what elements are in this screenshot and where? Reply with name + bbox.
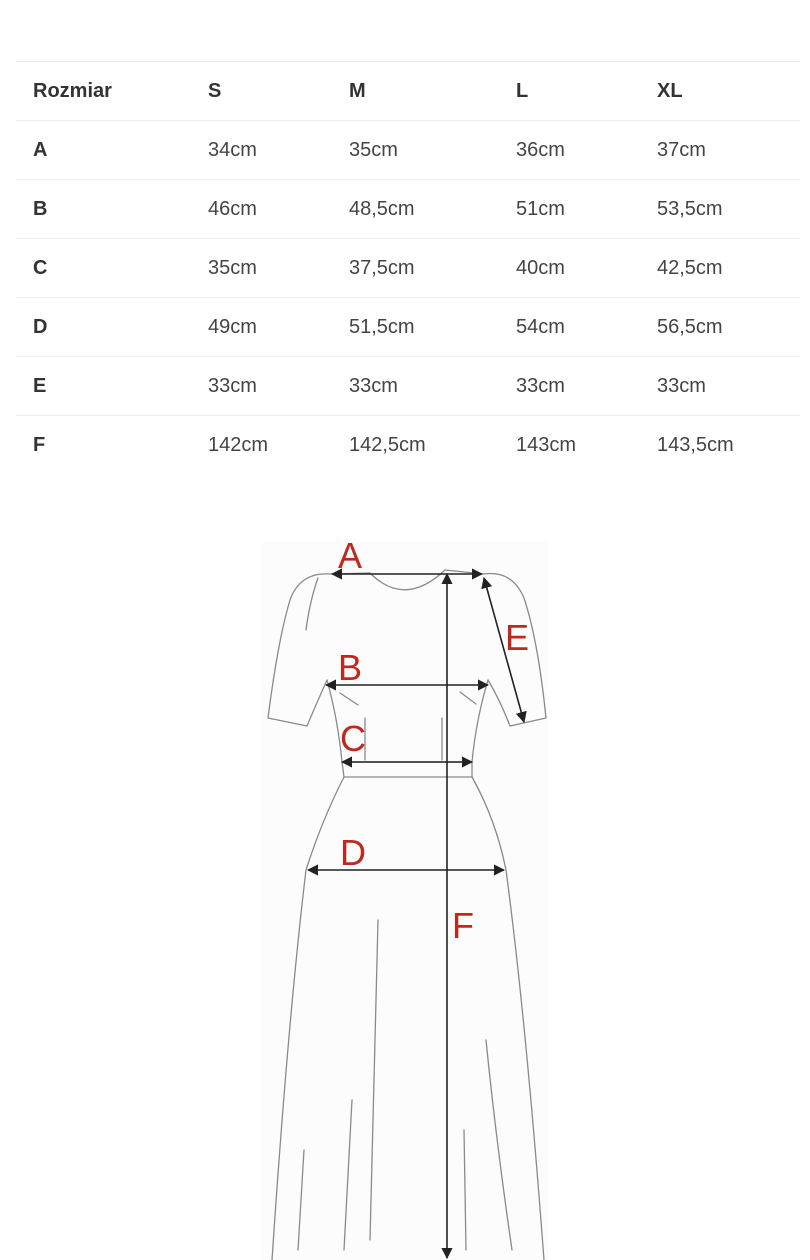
- table-cell: 142cm: [208, 433, 269, 456]
- label-f: F: [452, 905, 474, 946]
- header-cell-s: S: [208, 79, 222, 102]
- row-label: C: [33, 256, 48, 279]
- dress-measurement-diagram: [0, 520, 810, 1260]
- table-cell: 35cm: [208, 256, 257, 279]
- table-cell: 36cm: [516, 138, 565, 161]
- label-a: A: [338, 535, 363, 576]
- size-table: [16, 61, 800, 475]
- table-row: [16, 357, 800, 416]
- table-cell: 49cm: [208, 315, 257, 338]
- label-b: B: [338, 647, 363, 688]
- table-cell: 37cm: [657, 138, 706, 161]
- header-cell-xl: XL: [657, 79, 683, 102]
- table-cell: 51,5cm: [349, 315, 415, 338]
- row-label: F: [33, 433, 46, 456]
- table-cell: 143,5cm: [657, 433, 734, 456]
- table-cell: 33cm: [516, 374, 565, 397]
- table-cell: 33cm: [208, 374, 257, 397]
- row-label: B: [33, 197, 48, 220]
- table-cell: 37,5cm: [349, 256, 415, 279]
- table-cell: 143cm: [516, 433, 577, 456]
- label-c: C: [340, 718, 366, 759]
- table-row: [16, 298, 800, 357]
- table-row: [16, 180, 800, 239]
- table-header-row: [16, 62, 800, 121]
- table-cell: 46cm: [208, 197, 257, 220]
- row-label: D: [33, 315, 48, 338]
- header-cell-size: Rozmiar: [33, 79, 112, 102]
- table-cell: 42,5cm: [657, 256, 723, 279]
- table-cell: 33cm: [349, 374, 398, 397]
- table-cell: 53,5cm: [657, 197, 723, 220]
- table-cell: 142,5cm: [349, 433, 426, 456]
- label-d: D: [340, 832, 366, 873]
- table-row: [16, 121, 800, 180]
- row-label: E: [33, 374, 47, 397]
- table-cell: 54cm: [516, 315, 565, 338]
- table-cell: 51cm: [516, 197, 565, 220]
- table-cell: 35cm: [349, 138, 398, 161]
- header-cell-m: M: [349, 79, 366, 102]
- table-cell: 33cm: [657, 374, 706, 397]
- table-cell: 40cm: [516, 256, 565, 279]
- table-cell: 56,5cm: [657, 315, 723, 338]
- table-row: [16, 416, 800, 475]
- header-cell-l: L: [516, 79, 529, 102]
- table-row: [16, 239, 800, 298]
- label-e: E: [505, 617, 530, 658]
- table-cell: 34cm: [208, 138, 257, 161]
- row-label: A: [33, 138, 48, 161]
- table-cell: 48,5cm: [349, 197, 415, 220]
